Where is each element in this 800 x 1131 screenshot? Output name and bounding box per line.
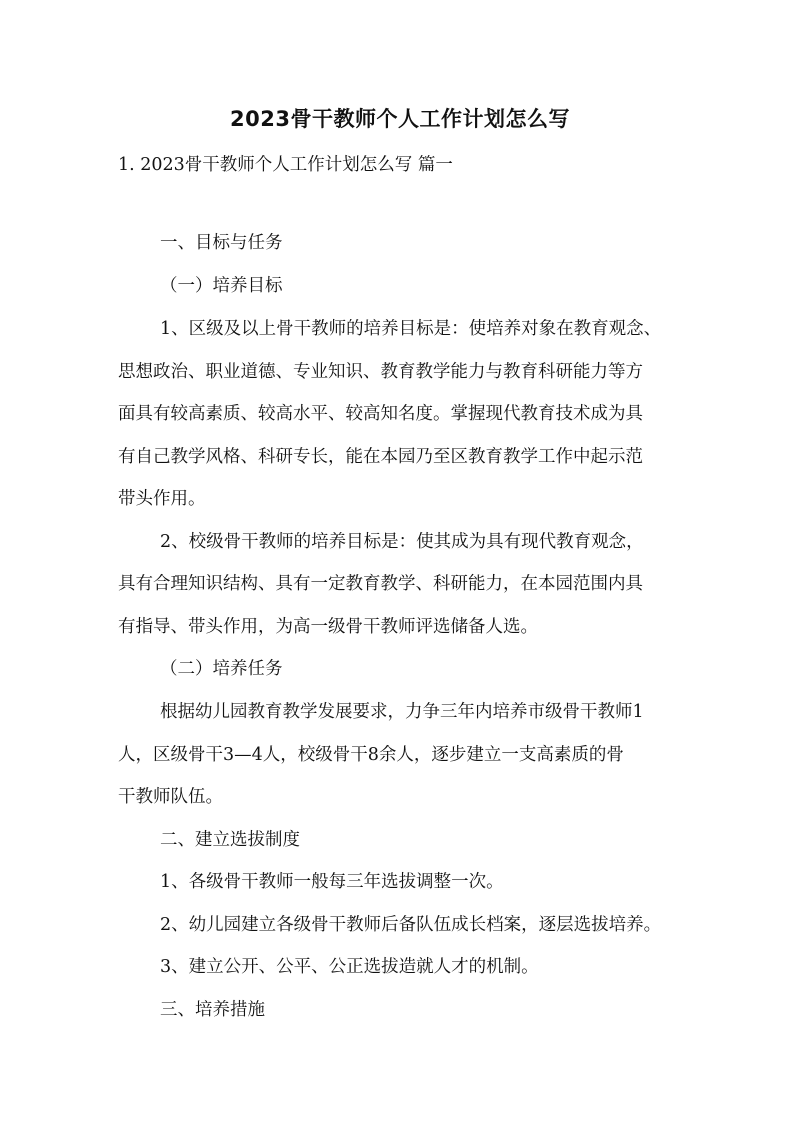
section-heading: 1. 2023骨干教师个人工作计划怎么写 篇一 — [118, 155, 453, 175]
paragraph-line: 有指导、带头作用，为高一级骨干教师评选储备人选。 — [118, 617, 538, 637]
paragraph-line: 有自己教学风格、科研专长，能在本园乃至区教育教学工作中起示范 — [118, 447, 643, 467]
paragraph-line: 1、各级骨干教师一般每三年选拔调整一次。 — [160, 872, 504, 892]
paragraph-line: （二）培养任务 — [160, 659, 283, 679]
paragraph-line: 2、校级骨干教师的培养目标是：使其成为具有现代教育观念， — [160, 532, 644, 552]
paragraph-line: 带头作用。 — [118, 489, 206, 509]
paragraph-line: （一）培养目标 — [160, 276, 283, 296]
paragraph-line: 人，区级骨干3—4人，校级骨干8余人，逐步建立一支高素质的骨 — [118, 745, 624, 765]
paragraph-line: 2、幼儿园建立各级骨干教师后备队伍成长档案，逐层选拔培养。 — [160, 915, 662, 935]
paragraph-line: 干教师队伍。 — [118, 787, 223, 807]
paragraph-line: 具有合理知识结构、具有一定教育教学、科研能力，在本园范围内具 — [118, 574, 643, 594]
paragraph-line: 二、建立选拔制度 — [160, 830, 300, 850]
paragraph-line: 3、建立公开、公平、公正选拔造就人才的机制。 — [160, 957, 539, 977]
paragraph-line: 三、培养措施 — [160, 1000, 265, 1020]
paragraph-line: 1、区级及以上骨干教师的培养目标是：使培养对象在教育观念、 — [160, 319, 662, 339]
paragraph-line: 根据幼儿园教育教学发展要求，力争三年内培养市级骨干教师1 — [160, 702, 644, 722]
paragraph-line: 思想政治、职业道德、专业知识、教育教学能力与教育科研能力等方 — [118, 362, 643, 382]
paragraph-line: 一、目标与任务 — [160, 233, 283, 253]
paragraph-line: 面具有较高素质、较高水平、较高知名度。掌握现代教育技术成为具 — [118, 404, 643, 424]
document-title: 2023骨干教师个人工作计划怎么写 — [230, 107, 570, 131]
